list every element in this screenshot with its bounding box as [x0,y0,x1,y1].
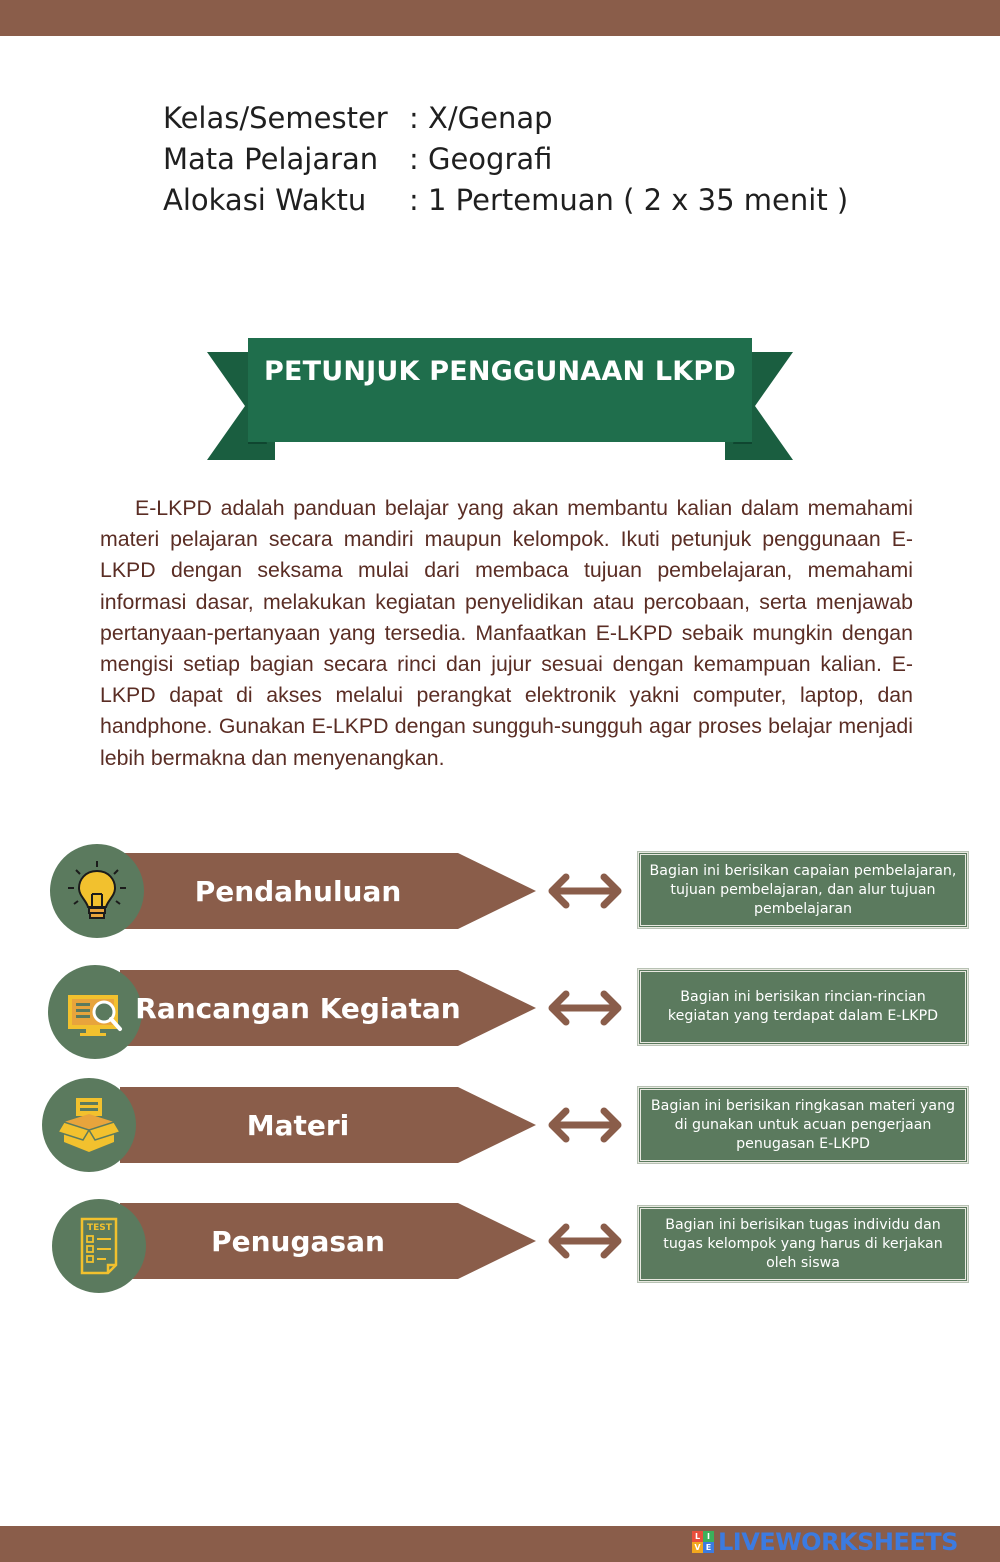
section-title: Rancangan Kegiatan [135,991,461,1025]
liveworksheets-logo-icon [692,1531,714,1553]
section-row-rancangan-kegiatan [0,960,1000,1060]
double-arrow-icon [548,990,622,1026]
info-row-class [163,98,848,139]
info-block [163,98,848,221]
logo-letter: L [692,1531,703,1542]
double-arrow-icon [548,1223,622,1259]
top-bar [0,0,1000,36]
section-row-pendahuluan [0,843,1000,943]
svg-text:TEST: TEST [87,1223,112,1233]
info-label: Alokasi Waktu [163,183,367,217]
banner-title: PETUNJUK PENGGUNAAN LKPD [263,356,737,387]
lightbulb-icon [64,858,130,924]
info-value: : 1 Pertemuan ( 2 x 35 menit ) [409,183,849,217]
logo-letter: I [703,1531,714,1542]
section-title: Pendahuluan [194,874,402,908]
info-label: Kelas/Semester [163,101,388,135]
logo-letter: V [692,1542,703,1553]
watermark-text: LIVEWORKSHEETS [718,1528,958,1556]
section-title: Penugasan [211,1224,385,1258]
section-description-box: Bagian ini berisikan ringkasan materi yang di gunakan untuk acuan pengerjaan penugasan E-LKPD [638,1087,968,1163]
section-title: Materi [246,1108,350,1142]
monitor-magnifier-icon [62,979,128,1045]
info-value: : X/Genap [409,101,553,135]
instructions-paragraph: E-LKPD adalah panduan belajar yang akan membantu kalian dalam memahami materi pelajaran secara mandiri maupun kelompok. Ikuti petunjuk penggunaan E-LKPD dengan seksama mulai dari membaca tujuan pembelajaran, memahami informasi dasar, melakukan kegiatan penyelidikan atau percobaan, serta menjawab pertanyaan-pertanyaan yang tersedia. Manfaatkan E-LKPD sebaik mungkin dengan mengisi setiap bagian secara rinci dan jujur sesuai dengan kemampuan kalian. E-LKPD dapat di akses melalui perangkat elektronik yakni computer, laptop, dan handphone. Gunakan E-LKPD dengan sungguh-sungguh agar proses belajar menjadi lebih bermakna dan menyenangkan. [100,496,913,770]
info-row-subject [163,139,848,180]
section-description-box: Bagian ini berisikan capaian pembelajaran, tujuan pembelajaran, dan alur tujuan pembelajaran [638,852,968,928]
section-row-materi [0,1077,1000,1177]
section-row-penugasan [0,1193,1000,1293]
section-description-box: Bagian ini berisikan rincian-rincian kegiatan yang terdapat dalam E-LKPD [638,969,968,1045]
open-box-icon [56,1092,122,1158]
title-ribbon-banner [205,336,795,460]
section-icon-circle [42,1078,136,1172]
info-row-time [163,180,848,221]
section-description-box: Bagian ini berisikan tugas individu dan tugas kelompok yang harus di kerjakan oleh siswa [638,1206,968,1282]
double-arrow-icon [548,873,622,909]
info-value: : Geografi [409,142,553,176]
liveworksheets-watermark[interactable] [692,1527,958,1557]
logo-letter: E [703,1542,714,1553]
test-sheet-icon [66,1213,132,1279]
double-arrow-icon [548,1107,622,1143]
info-label: Mata Pelajaran [163,142,379,176]
